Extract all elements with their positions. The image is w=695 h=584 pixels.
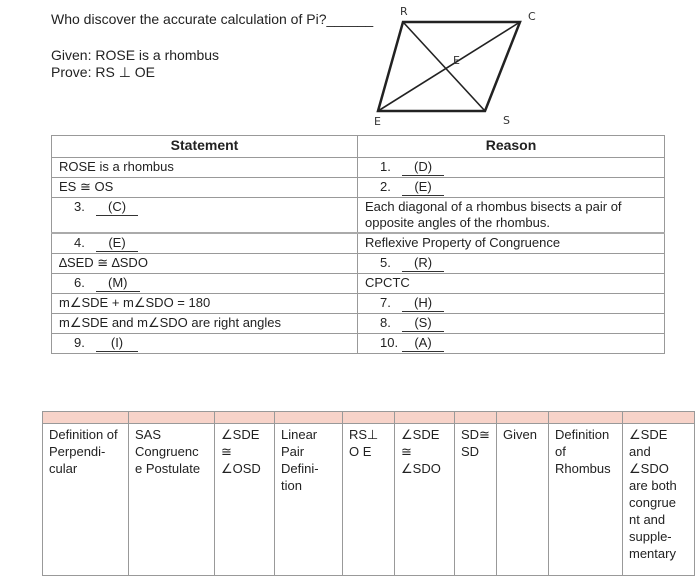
reason-4: Reflexive Property of Congruence xyxy=(358,233,665,254)
statement-7: m∠SDE + m∠SDO = 180 xyxy=(52,294,358,314)
vertex-label-s: S xyxy=(503,114,510,127)
proof-row-2 xyxy=(52,178,665,198)
statement-1: ROSE is a rhombus xyxy=(52,158,358,178)
vertex-label-e: E xyxy=(374,115,381,128)
statement-3-blank[interactable]: (C) xyxy=(96,199,138,216)
reason-5-blank[interactable]: (R) xyxy=(402,255,444,272)
choice-angle-sde-osd[interactable]: ∠SDE≅ ∠OSD xyxy=(215,424,275,576)
answer-choices-table xyxy=(42,411,695,576)
proof-row-9 xyxy=(52,334,665,354)
reason-8-number: 8. xyxy=(380,315,391,330)
reason-2-number: 2. xyxy=(380,179,391,194)
statement-5: ∆SED ≅ ∆SDO xyxy=(52,254,358,274)
reason-6: CPCTC xyxy=(358,274,665,294)
given-prove-block xyxy=(51,47,219,81)
reason-3: Each diagonal of a rhombus bisects a pair of opposite angles of the rhombus. xyxy=(358,198,665,234)
reason-7-blank[interactable]: (H) xyxy=(402,295,444,312)
reason-1[interactable] xyxy=(358,158,665,178)
proof-row-7 xyxy=(52,294,665,314)
choice-definition-rhombus[interactable]: Definition of Rhombus xyxy=(549,424,623,576)
choice-sd-sd[interactable]: SD≅ SD xyxy=(455,424,497,576)
statement-9-number: 9. xyxy=(74,335,85,350)
choice-sas-congruence[interactable]: SAS Congruenc e Postulate xyxy=(129,424,215,576)
statement-4-blank[interactable]: (E) xyxy=(96,235,138,252)
diagonal-rs xyxy=(403,22,485,111)
rhombus-figure xyxy=(370,0,550,130)
prove-line: Prove: RS ⊥ OE xyxy=(51,64,156,80)
given-line: Given: ROSE is a rhombus xyxy=(51,47,220,63)
reason-10-blank[interactable]: (A) xyxy=(402,335,444,352)
choice-rs-perp-oe[interactable]: RS⊥O E xyxy=(343,424,395,576)
header-cell xyxy=(549,412,623,424)
statement-6-number: 6. xyxy=(74,275,85,290)
statement-6-blank[interactable]: (M) xyxy=(96,275,140,292)
header-cell xyxy=(497,412,549,424)
statement-header: Statement xyxy=(52,136,358,158)
choice-angle-sde-sdo[interactable]: ∠SDE≅ ∠SDO xyxy=(395,424,455,576)
vertex-label-r: R xyxy=(400,5,408,18)
vertex-label-c: C xyxy=(528,10,536,23)
statement-9[interactable] xyxy=(52,334,358,354)
center-label-e: E xyxy=(453,54,460,67)
header-cell xyxy=(395,412,455,424)
reason-5-number: 5. xyxy=(380,255,391,270)
question-text: Who discover the accurate calculation of Pi?______ xyxy=(51,11,374,27)
choice-given[interactable]: Given xyxy=(497,424,549,576)
reason-2-blank[interactable]: (E) xyxy=(402,179,444,196)
proof-row-1 xyxy=(52,158,665,178)
statement-6[interactable] xyxy=(52,274,358,294)
reason-7[interactable] xyxy=(358,294,665,314)
proof-row-6 xyxy=(52,274,665,294)
statement-4[interactable] xyxy=(52,233,358,254)
header-cell xyxy=(343,412,395,424)
reason-7-number: 7. xyxy=(380,295,391,310)
statement-8: m∠SDE and m∠SDO are right angles xyxy=(52,314,358,334)
header-cell xyxy=(275,412,343,424)
reason-8[interactable] xyxy=(358,314,665,334)
choice-linear-pair[interactable]: Linear Pair Defini- tion xyxy=(275,424,343,576)
proof-table xyxy=(51,135,665,354)
header-cell xyxy=(215,412,275,424)
choice-definition-perpendicular[interactable]: Definition of Perpendi- cular xyxy=(43,424,129,576)
statement-4-number: 4. xyxy=(74,235,85,250)
header-cell xyxy=(43,412,129,424)
reason-1-number: 1. xyxy=(380,159,391,174)
header-cell xyxy=(455,412,497,424)
reason-10[interactable] xyxy=(358,334,665,354)
reason-header: Reason xyxy=(358,136,665,158)
choice-congruent-supplementary[interactable]: ∠SDE and ∠SDO are both congrue nt and supple- mentary xyxy=(623,424,695,576)
proof-row-5 xyxy=(52,254,665,274)
choices-row xyxy=(43,424,695,576)
reason-8-blank[interactable]: (S) xyxy=(402,315,444,332)
reason-5[interactable] xyxy=(358,254,665,274)
header-cell xyxy=(129,412,215,424)
reason-2[interactable] xyxy=(358,178,665,198)
proof-row-3 xyxy=(52,198,665,234)
statement-3[interactable] xyxy=(52,198,358,234)
header-cell xyxy=(623,412,695,424)
statement-9-blank[interactable]: (I) xyxy=(96,335,138,352)
proof-header-row xyxy=(52,136,665,158)
choices-header-band xyxy=(43,412,695,424)
reason-10-number: 10. xyxy=(380,335,399,350)
statement-2: ES ≅ OS xyxy=(52,178,358,198)
proof-row-4 xyxy=(52,233,665,254)
reason-1-blank[interactable]: (D) xyxy=(402,159,444,176)
statement-3-number: 3. xyxy=(74,199,85,214)
proof-row-8 xyxy=(52,314,665,334)
